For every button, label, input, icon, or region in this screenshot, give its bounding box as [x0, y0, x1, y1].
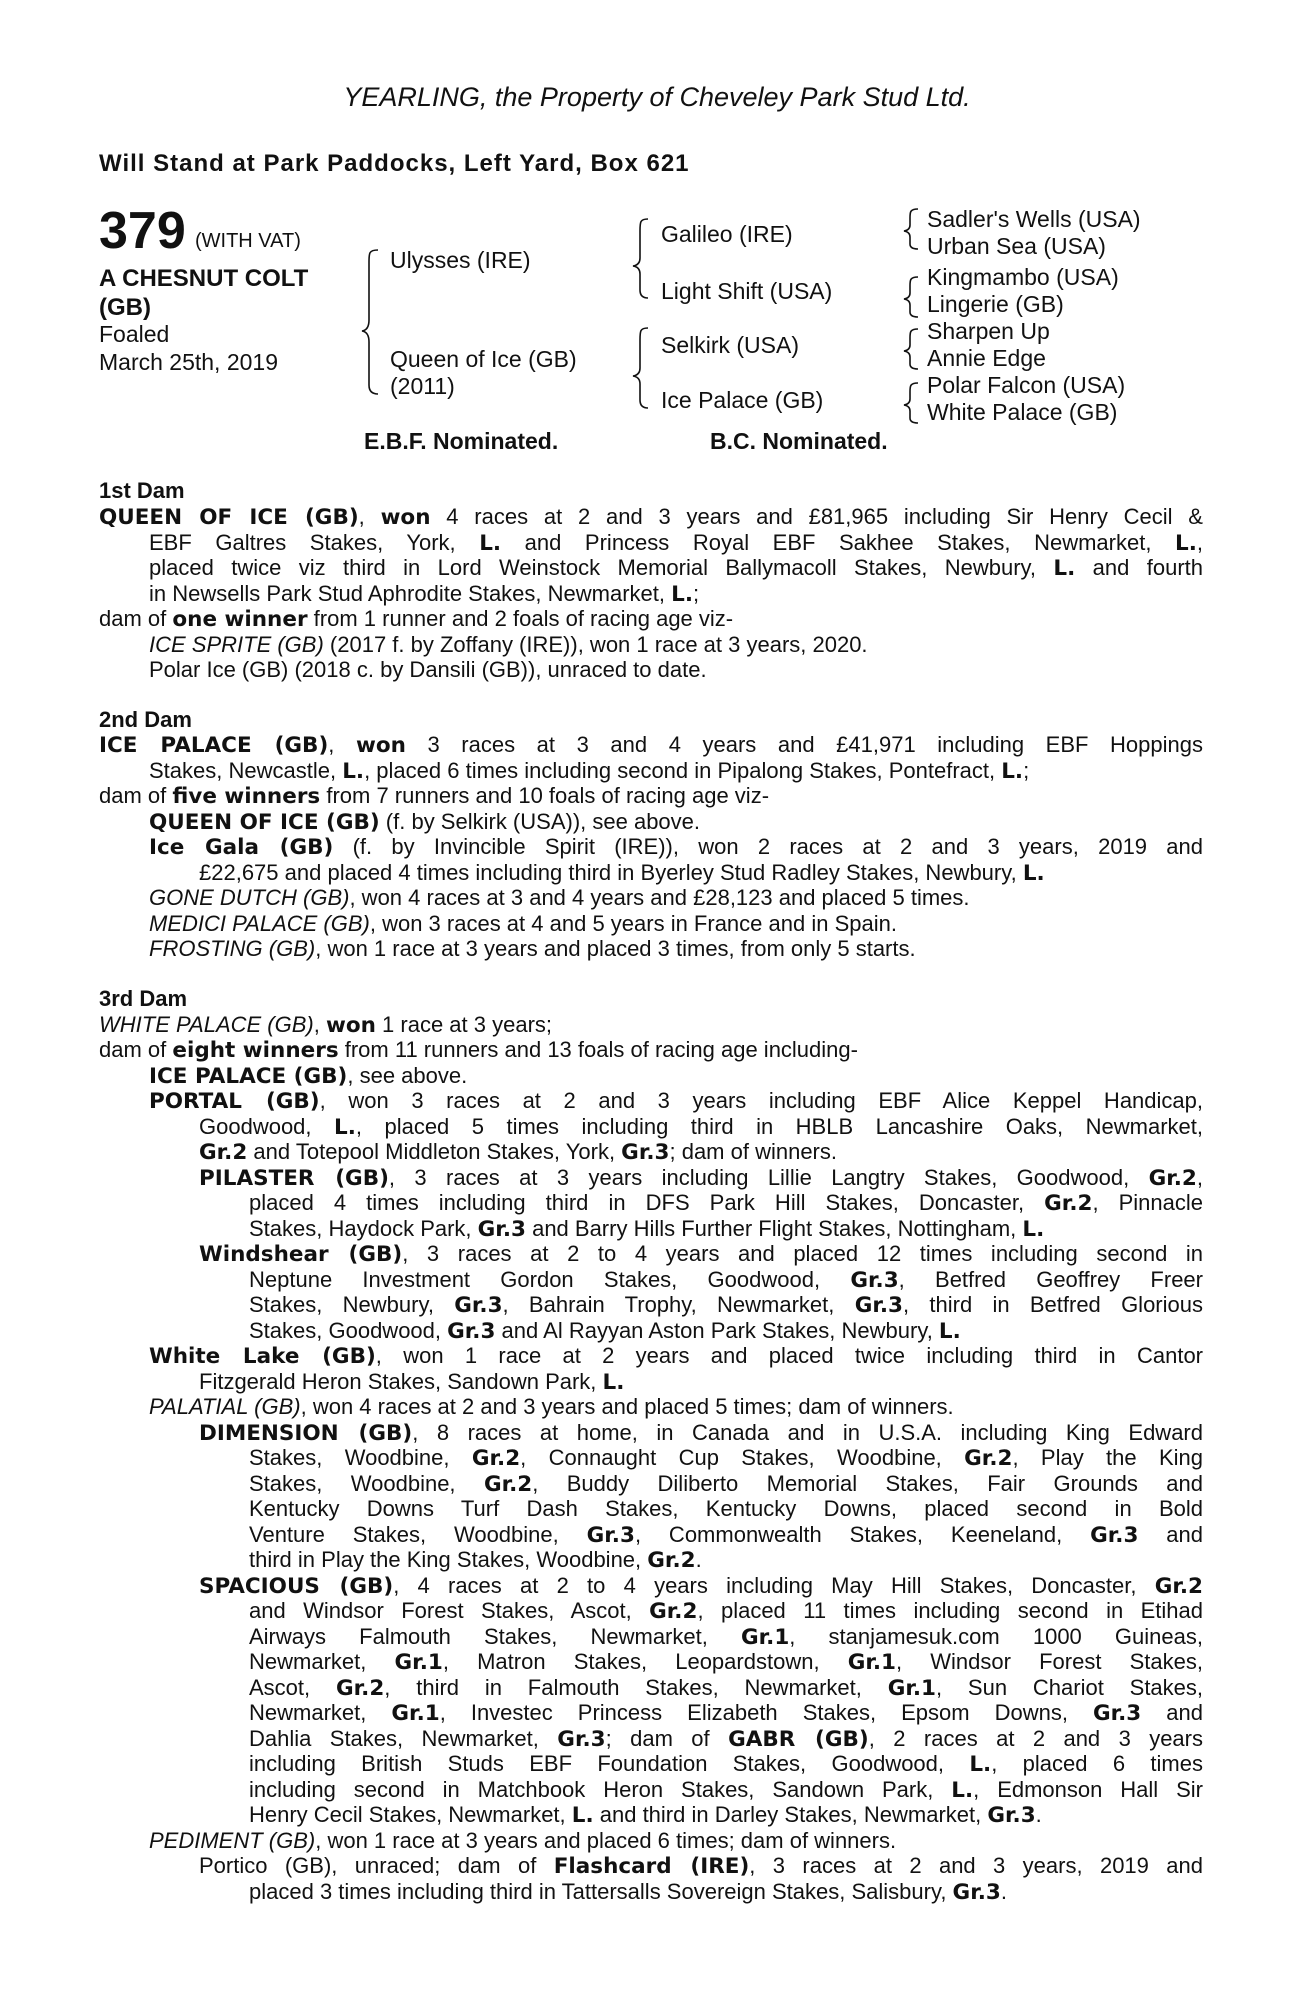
- history-text: , placed 5 times including third in HBLB Lancashire Oaks, Newmarket,: [355, 1114, 1203, 1139]
- history-line: [149, 1088, 1203, 1114]
- history-line: [149, 581, 699, 608]
- history-line: [99, 986, 187, 1012]
- history-text: ,: [1196, 1165, 1203, 1190]
- bracket-dam-side: [633, 328, 648, 408]
- history-text: , placed 11 times including second in Etihad: [697, 1598, 1203, 1623]
- history-text: L.: [1022, 1217, 1045, 1242]
- history-line: [149, 1063, 467, 1090]
- history-text: , placed 6 times including second in Pipalong Stakes, Pontefract,: [364, 758, 1002, 783]
- history-line: [149, 1394, 954, 1420]
- history-text: L.: [1022, 861, 1045, 886]
- history-text: Gr.3: [557, 1727, 606, 1752]
- history-text: Fitzgerald Heron Stakes, Sandown Park,: [199, 1369, 603, 1394]
- history-text: Neptune Investment Gordon Stakes, Goodwood,: [249, 1267, 851, 1292]
- history-text: Venture Stakes, Woodbine,: [249, 1522, 587, 1547]
- history-text: L.: [938, 1319, 961, 1344]
- history-text: placed twice viz third in Lord Weinstock Memorial Ballymacoll Stakes, Newbury,: [149, 555, 1054, 580]
- history-text: Dahlia Stakes, Newmarket,: [249, 1726, 558, 1751]
- dam-name: Queen of Ice (GB): [390, 346, 577, 372]
- history-text: Portico (GB), unraced; dam of: [199, 1853, 554, 1878]
- history-text: from 7 runners and 10 foals of racing age viz-: [320, 783, 770, 808]
- history-text: , won 1 race at 3 years and placed 6 times; dam of winners.: [315, 1828, 897, 1853]
- history-text: , 2 races at 2 and 3 years: [868, 1726, 1203, 1751]
- history-text: , see above.: [347, 1063, 468, 1088]
- history-text: and Totepool Middleton Stakes, York,: [247, 1139, 622, 1164]
- history-text: L.: [1001, 759, 1024, 784]
- history-line: [99, 606, 733, 633]
- history-line: [249, 1496, 1203, 1522]
- history-text: Gr.3: [586, 1523, 635, 1548]
- history-text: Gr.3: [454, 1293, 503, 1318]
- history-line: [249, 1879, 1007, 1906]
- history-text: Gr.2: [1148, 1166, 1197, 1191]
- history-text: .: [1000, 1879, 1007, 1904]
- history-text: , Bahrain Trophy, Newmarket,: [502, 1292, 855, 1317]
- history-text: Stakes, Haydock Park,: [249, 1216, 478, 1241]
- history-text: , Sun Chariot Stakes,: [936, 1675, 1203, 1700]
- history-line: [149, 555, 1203, 581]
- history-text: Gr.2: [335, 1676, 385, 1701]
- history-line: [249, 1216, 1044, 1243]
- history-line: [249, 1700, 1203, 1726]
- history-text: L.: [969, 1752, 992, 1777]
- history-line: [149, 1828, 896, 1854]
- history-line: [249, 1471, 1203, 1497]
- bracket-g2: [904, 277, 918, 317]
- history-text: Henry Cecil Stakes, Newmarket,: [249, 1802, 572, 1827]
- history-line: [149, 885, 970, 911]
- history-text: , Windsor Forest Stakes,: [896, 1649, 1203, 1674]
- history-line: [249, 1675, 1203, 1701]
- history-text: Kentucky Downs Turf Dash Stakes, Kentucky Downs, placed second in Bold: [249, 1496, 1203, 1521]
- history-text: Polar Ice (GB) (2018 c. by Dansili (GB)), unraced to date.: [149, 657, 707, 682]
- history-line: [249, 1267, 1203, 1293]
- history-text: L.: [479, 531, 502, 556]
- history-text: Gr.1: [847, 1650, 897, 1675]
- history-line: [149, 936, 916, 962]
- ped-ddd: White Palace (GB): [927, 399, 1118, 425]
- history-text: won: [355, 733, 406, 758]
- history-line: [149, 632, 868, 658]
- history-text: Stakes, Goodwood,: [249, 1318, 448, 1343]
- history-text: and: [1138, 1522, 1203, 1547]
- history-line: [149, 834, 1203, 860]
- history-line: [99, 732, 1203, 758]
- history-text: WHITE PALACE (GB): [99, 1012, 314, 1037]
- ped-sdd: Lingerie (GB): [927, 291, 1064, 317]
- history-text: Ice Gala (GB): [149, 835, 334, 860]
- history-text: 3rd Dam: [99, 986, 188, 1011]
- history-text: , won 4 races at 3 and 4 years and £28,123 and placed 5 times.: [349, 885, 970, 910]
- history-text: , Matron Stakes, Leopardstown,: [442, 1649, 848, 1674]
- history-text: 3 races at 3 and 4 years and £41,971 including EBF Hoppings: [405, 732, 1203, 757]
- history-text: Gr.3: [1092, 1701, 1142, 1726]
- history-text: Stakes, Newcastle,: [149, 758, 343, 783]
- history-text: GABR (GB): [728, 1727, 869, 1752]
- history-text: dam of: [99, 1037, 173, 1062]
- history-line: [249, 1318, 961, 1345]
- history-text: QUEEN OF ICE (GB): [99, 505, 359, 530]
- history-text: Gr.3: [850, 1268, 899, 1293]
- history-text: ;: [1023, 758, 1030, 783]
- history-text: , Pinnacle: [1092, 1190, 1203, 1215]
- history-text: L.: [602, 1370, 625, 1395]
- history-text: Gr.3: [952, 1880, 1001, 1905]
- history-text: L.: [1053, 556, 1076, 581]
- history-text: Stakes, Woodbine,: [249, 1471, 484, 1496]
- history-text: , stanjamesuk.com 1000 Guineas,: [789, 1624, 1203, 1649]
- history-text: , Commonwealth Stakes, Keeneland,: [634, 1522, 1091, 1547]
- history-text: ,: [358, 504, 381, 529]
- history-text: , Connaught Cup Stakes, Woodbine,: [520, 1445, 965, 1470]
- history-text: Newmarket,: [249, 1700, 392, 1725]
- history-line: [199, 1241, 1203, 1267]
- history-line: [249, 1649, 1203, 1675]
- history-line: [249, 1292, 1203, 1318]
- history-line: [199, 1139, 837, 1166]
- vat-note: (WITH VAT): [195, 230, 301, 252]
- history-text: PEDIMENT (GB): [149, 1828, 316, 1853]
- history-text: L.: [571, 1803, 594, 1828]
- history-line: [249, 1751, 1203, 1777]
- history-text: Gr.3: [477, 1217, 526, 1242]
- history-text: , 3 races at 2 to 4 years and placed 12 times including second in: [402, 1241, 1203, 1266]
- history-text: five winners: [172, 784, 321, 809]
- ped-dds: Polar Falcon (USA): [927, 372, 1126, 398]
- history-text: Ascot,: [249, 1675, 336, 1700]
- bracket-g1: [904, 209, 918, 249]
- history-text: Gr.2: [199, 1140, 248, 1165]
- history-text: L.: [671, 582, 693, 607]
- history-text: Gr.3: [987, 1803, 1036, 1828]
- history-text: Flashcard (IRE): [553, 1854, 750, 1879]
- history-text: QUEEN OF ICE (GB): [149, 810, 380, 835]
- history-line: [249, 1598, 1203, 1624]
- history-text: PALATIAL (GB): [149, 1394, 301, 1419]
- history-text: including second in Matchbook Heron Stakes, Sandown Park,: [249, 1777, 952, 1802]
- history-text: Gr.2: [1154, 1574, 1203, 1599]
- history-line: [249, 1522, 1203, 1548]
- lot-desc-line1: A CHESNUT COLT: [99, 265, 309, 292]
- history-text: Gr.2: [964, 1446, 1013, 1471]
- history-text: EBF Galtres Stakes, York,: [149, 530, 480, 555]
- history-line: [249, 1445, 1203, 1471]
- history-text: SPACIOUS (GB): [199, 1574, 394, 1599]
- history-line: [149, 1343, 1203, 1369]
- ped-sds: Kingmambo (USA): [927, 264, 1119, 290]
- history-line: [99, 783, 769, 810]
- history-text: Windshear (GB): [199, 1242, 403, 1267]
- history-text: Airways Falmouth Stakes, Newmarket,: [249, 1624, 741, 1649]
- history-text: in Newsells Park Stud Aphrodite Stakes, Newmarket,: [149, 581, 672, 606]
- bracket-sire-side: [633, 219, 648, 298]
- history-line: [199, 1165, 1203, 1191]
- history-text: and Windsor Forest Stakes, Ascot,: [249, 1598, 650, 1623]
- history-text: , 4 races at 2 to 4 years including May Hill Stakes, Doncaster,: [393, 1573, 1155, 1598]
- history-line: [149, 809, 700, 836]
- history-text: , third in Betfred Glorious: [903, 1292, 1203, 1317]
- history-text: Gr.2: [471, 1446, 521, 1471]
- lot-number: 379: [99, 202, 186, 260]
- foaled-date: March 25th, 2019: [99, 349, 279, 375]
- history-text: Gr.2: [483, 1472, 533, 1497]
- history-text: (f. by Invincible Spirit (IRE)), won 2 races at 2 and 3 years, 2019 and: [333, 834, 1203, 859]
- history-text: ICE SPRITE (GB): [149, 632, 324, 657]
- ped-sss: Sadler's Wells (USA): [927, 206, 1141, 232]
- history-text: from 11 runners and 13 foals of racing age including-: [338, 1037, 858, 1062]
- history-text: won: [380, 505, 431, 530]
- history-line: [99, 1037, 858, 1064]
- history-text: ,: [1196, 530, 1203, 555]
- history-text: ; dam of: [605, 1726, 729, 1751]
- history-text: and Barry Hills Further Flight Stakes, Nottingham,: [525, 1216, 1023, 1241]
- history-text: third in Play the King Stakes, Woodbine,: [249, 1547, 648, 1572]
- history-text: placed 3 times including third in Tattersalls Sovereign Stakes, Salisbury,: [249, 1879, 953, 1904]
- ped-dsd: Annie Edge: [927, 345, 1046, 371]
- history-line: [249, 1190, 1203, 1216]
- history-text: MEDICI PALACE (GB): [149, 911, 370, 936]
- history-line: [249, 1726, 1203, 1752]
- history-text: and: [1141, 1700, 1203, 1725]
- history-text: , Investec Princess Elizabeth Stakes, Epsom Downs,: [439, 1700, 1093, 1725]
- history-text: Gr.2: [649, 1599, 698, 1624]
- history-text: ,: [328, 732, 356, 757]
- history-text: Gr.1: [391, 1701, 440, 1726]
- history-text: Gr.1: [887, 1676, 936, 1701]
- history-text: White Lake (GB): [149, 1344, 376, 1369]
- history-text: ICE PALACE (GB): [149, 1064, 348, 1089]
- history-line: [99, 478, 185, 504]
- history-text: , won 3 races at 2 and 3 years including EBF Alice Keppel Handicap,: [319, 1088, 1203, 1113]
- history-text: 1st Dam: [99, 478, 185, 503]
- history-text: L.: [334, 1115, 356, 1140]
- bracket-g4: [904, 383, 918, 423]
- history-text: dam of: [99, 606, 173, 631]
- history-text: Newmarket,: [249, 1649, 395, 1674]
- history-text: , 8 races at home, in Canada and in U.S.A. including King Edward: [412, 1420, 1203, 1445]
- history-line: [199, 1420, 1203, 1446]
- history-text: (2017 f. by Zoffany (IRE)), won 1 race at 3 years, 2020.: [323, 632, 868, 657]
- sire-dam: Light Shift (USA): [661, 278, 833, 304]
- history-text: FROSTING (GB): [149, 936, 316, 961]
- history-text: Gr.3: [447, 1319, 496, 1344]
- dam-sire: Selkirk (USA): [661, 332, 800, 358]
- history-text: ;: [693, 581, 700, 606]
- history-text: won: [325, 1013, 376, 1038]
- history-text: .: [695, 1547, 702, 1572]
- history-line: [199, 1369, 624, 1396]
- history-text: L.: [342, 759, 365, 784]
- history-line: [249, 1802, 1042, 1829]
- history-text: and fourth: [1075, 555, 1203, 580]
- history-text: Stakes, Newbury,: [249, 1292, 455, 1317]
- bracket-g3: [904, 329, 918, 369]
- history-line: [199, 1114, 1203, 1140]
- lot-desc-line2: (GB): [99, 294, 151, 321]
- history-text: and Princess Royal EBF Sakhee Stakes, Newmarket,: [501, 530, 1175, 555]
- history-text: Gr.1: [740, 1625, 790, 1650]
- history-text: Gr.1: [394, 1650, 443, 1675]
- page-title: YEARLING, the Property of Cheveley Park Stud Ltd.: [343, 82, 971, 112]
- history-text: dam of: [99, 783, 173, 808]
- history-line: [99, 504, 1203, 530]
- history-text: , Betfred Geoffrey Freer: [898, 1267, 1203, 1292]
- ebf-nomination: E.B.F. Nominated.: [364, 428, 559, 454]
- bc-nomination: B.C. Nominated.: [710, 428, 888, 454]
- history-text: ; dam of winners.: [669, 1139, 837, 1164]
- history-text: ICE PALACE (GB): [99, 733, 329, 758]
- history-text: and third in Darley Stakes, Newmarket,: [593, 1802, 988, 1827]
- history-text: , 3 races at 2 and 3 years, 2019 and: [749, 1853, 1203, 1878]
- history-text: , won 3 races at 4 and 5 years in France and in Spain.: [369, 911, 897, 936]
- history-text: Stakes, Woodbine,: [249, 1445, 472, 1470]
- history-text: Gr.3: [1090, 1523, 1139, 1548]
- history-text: DIMENSION (GB): [199, 1421, 413, 1446]
- history-text: ,: [313, 1012, 326, 1037]
- history-text: L.: [951, 1778, 974, 1803]
- history-line: [99, 1012, 552, 1039]
- history-text: Goodwood,: [199, 1114, 334, 1139]
- history-line: [249, 1547, 702, 1574]
- history-text: , Buddy Diliberto Memorial Stakes, Fair Grounds and: [532, 1471, 1203, 1496]
- history-text: , Edmonson Hall Sir: [973, 1777, 1203, 1802]
- history-line: [149, 530, 1203, 556]
- history-text: including British Studs EBF Foundation Stakes, Goodwood,: [249, 1751, 970, 1776]
- history-line: [99, 707, 192, 733]
- history-line: [199, 1853, 1203, 1879]
- ped-dss: Sharpen Up: [927, 318, 1050, 344]
- history-line: [249, 1624, 1203, 1650]
- history-text: £22,675 and placed 4 times including third in Byerley Stud Radley Stakes, Newbury,: [199, 860, 1023, 885]
- history-text: and Al Rayyan Aston Park Stakes, Newbury,: [495, 1318, 939, 1343]
- history-text: eight winners: [172, 1038, 339, 1063]
- history-text: placed 4 times including third in DFS Park Hill Stakes, Doncaster,: [249, 1190, 1045, 1215]
- ped-ssd: Urban Sea (USA): [927, 233, 1106, 259]
- history-text: L.: [1175, 531, 1197, 556]
- history-text: Gr.3: [621, 1140, 670, 1165]
- history-text: PILASTER (GB): [199, 1166, 389, 1191]
- history-line: [149, 911, 897, 937]
- history-text: GONE DUTCH (GB): [149, 885, 350, 910]
- history-text: one winner: [172, 607, 308, 632]
- history-text: Gr.2: [647, 1548, 696, 1573]
- history-line: [149, 657, 707, 683]
- history-text: , Play the King: [1012, 1445, 1203, 1470]
- history-text: 4 races at 2 and 3 years and £81,965 including Sir Henry Cecil &: [430, 504, 1203, 529]
- history-text: , placed 6 times: [991, 1751, 1203, 1776]
- history-text: (f. by Selkirk (USA)), see above.: [379, 809, 701, 834]
- history-text: , won 1 race at 3 years and placed 3 times, from only 5 starts.: [315, 936, 916, 961]
- history-text: Gr.3: [854, 1293, 903, 1318]
- sire-sire: Galileo (IRE): [661, 221, 793, 247]
- history-line: [249, 1777, 1203, 1803]
- history-text: , third in Falmouth Stakes, Newmarket,: [384, 1675, 888, 1700]
- history-line: [199, 1573, 1203, 1599]
- history-text: 2nd Dam: [99, 707, 192, 732]
- foaled-label: Foaled: [99, 321, 170, 347]
- history-line: [149, 758, 1029, 785]
- history-line: [199, 860, 1045, 887]
- stand-location: Will Stand at Park Paddocks, Left Yard, Box 621: [99, 150, 690, 177]
- dam-dam: Ice Palace (GB): [661, 387, 824, 413]
- history-text: Gr.2: [1044, 1191, 1093, 1216]
- dam-year: (2011): [390, 373, 455, 399]
- bracket-sire-dam: [362, 250, 378, 394]
- history-text: , won 4 races at 2 and 3 years and placed 5 times; dam of winners.: [300, 1394, 954, 1419]
- sire-name: Ulysses (IRE): [390, 247, 531, 273]
- history-text: PORTAL (GB): [149, 1089, 320, 1114]
- history-text: , 3 races at 3 years including Lillie Langtry Stakes, Goodwood,: [388, 1165, 1149, 1190]
- history-text: from 1 runner and 2 foals of racing age viz-: [307, 606, 734, 631]
- history-text: .: [1035, 1802, 1042, 1827]
- history-text: , won 1 race at 2 years and placed twice including third in Cantor: [375, 1343, 1203, 1368]
- history-text: 1 race at 3 years;: [375, 1012, 553, 1037]
